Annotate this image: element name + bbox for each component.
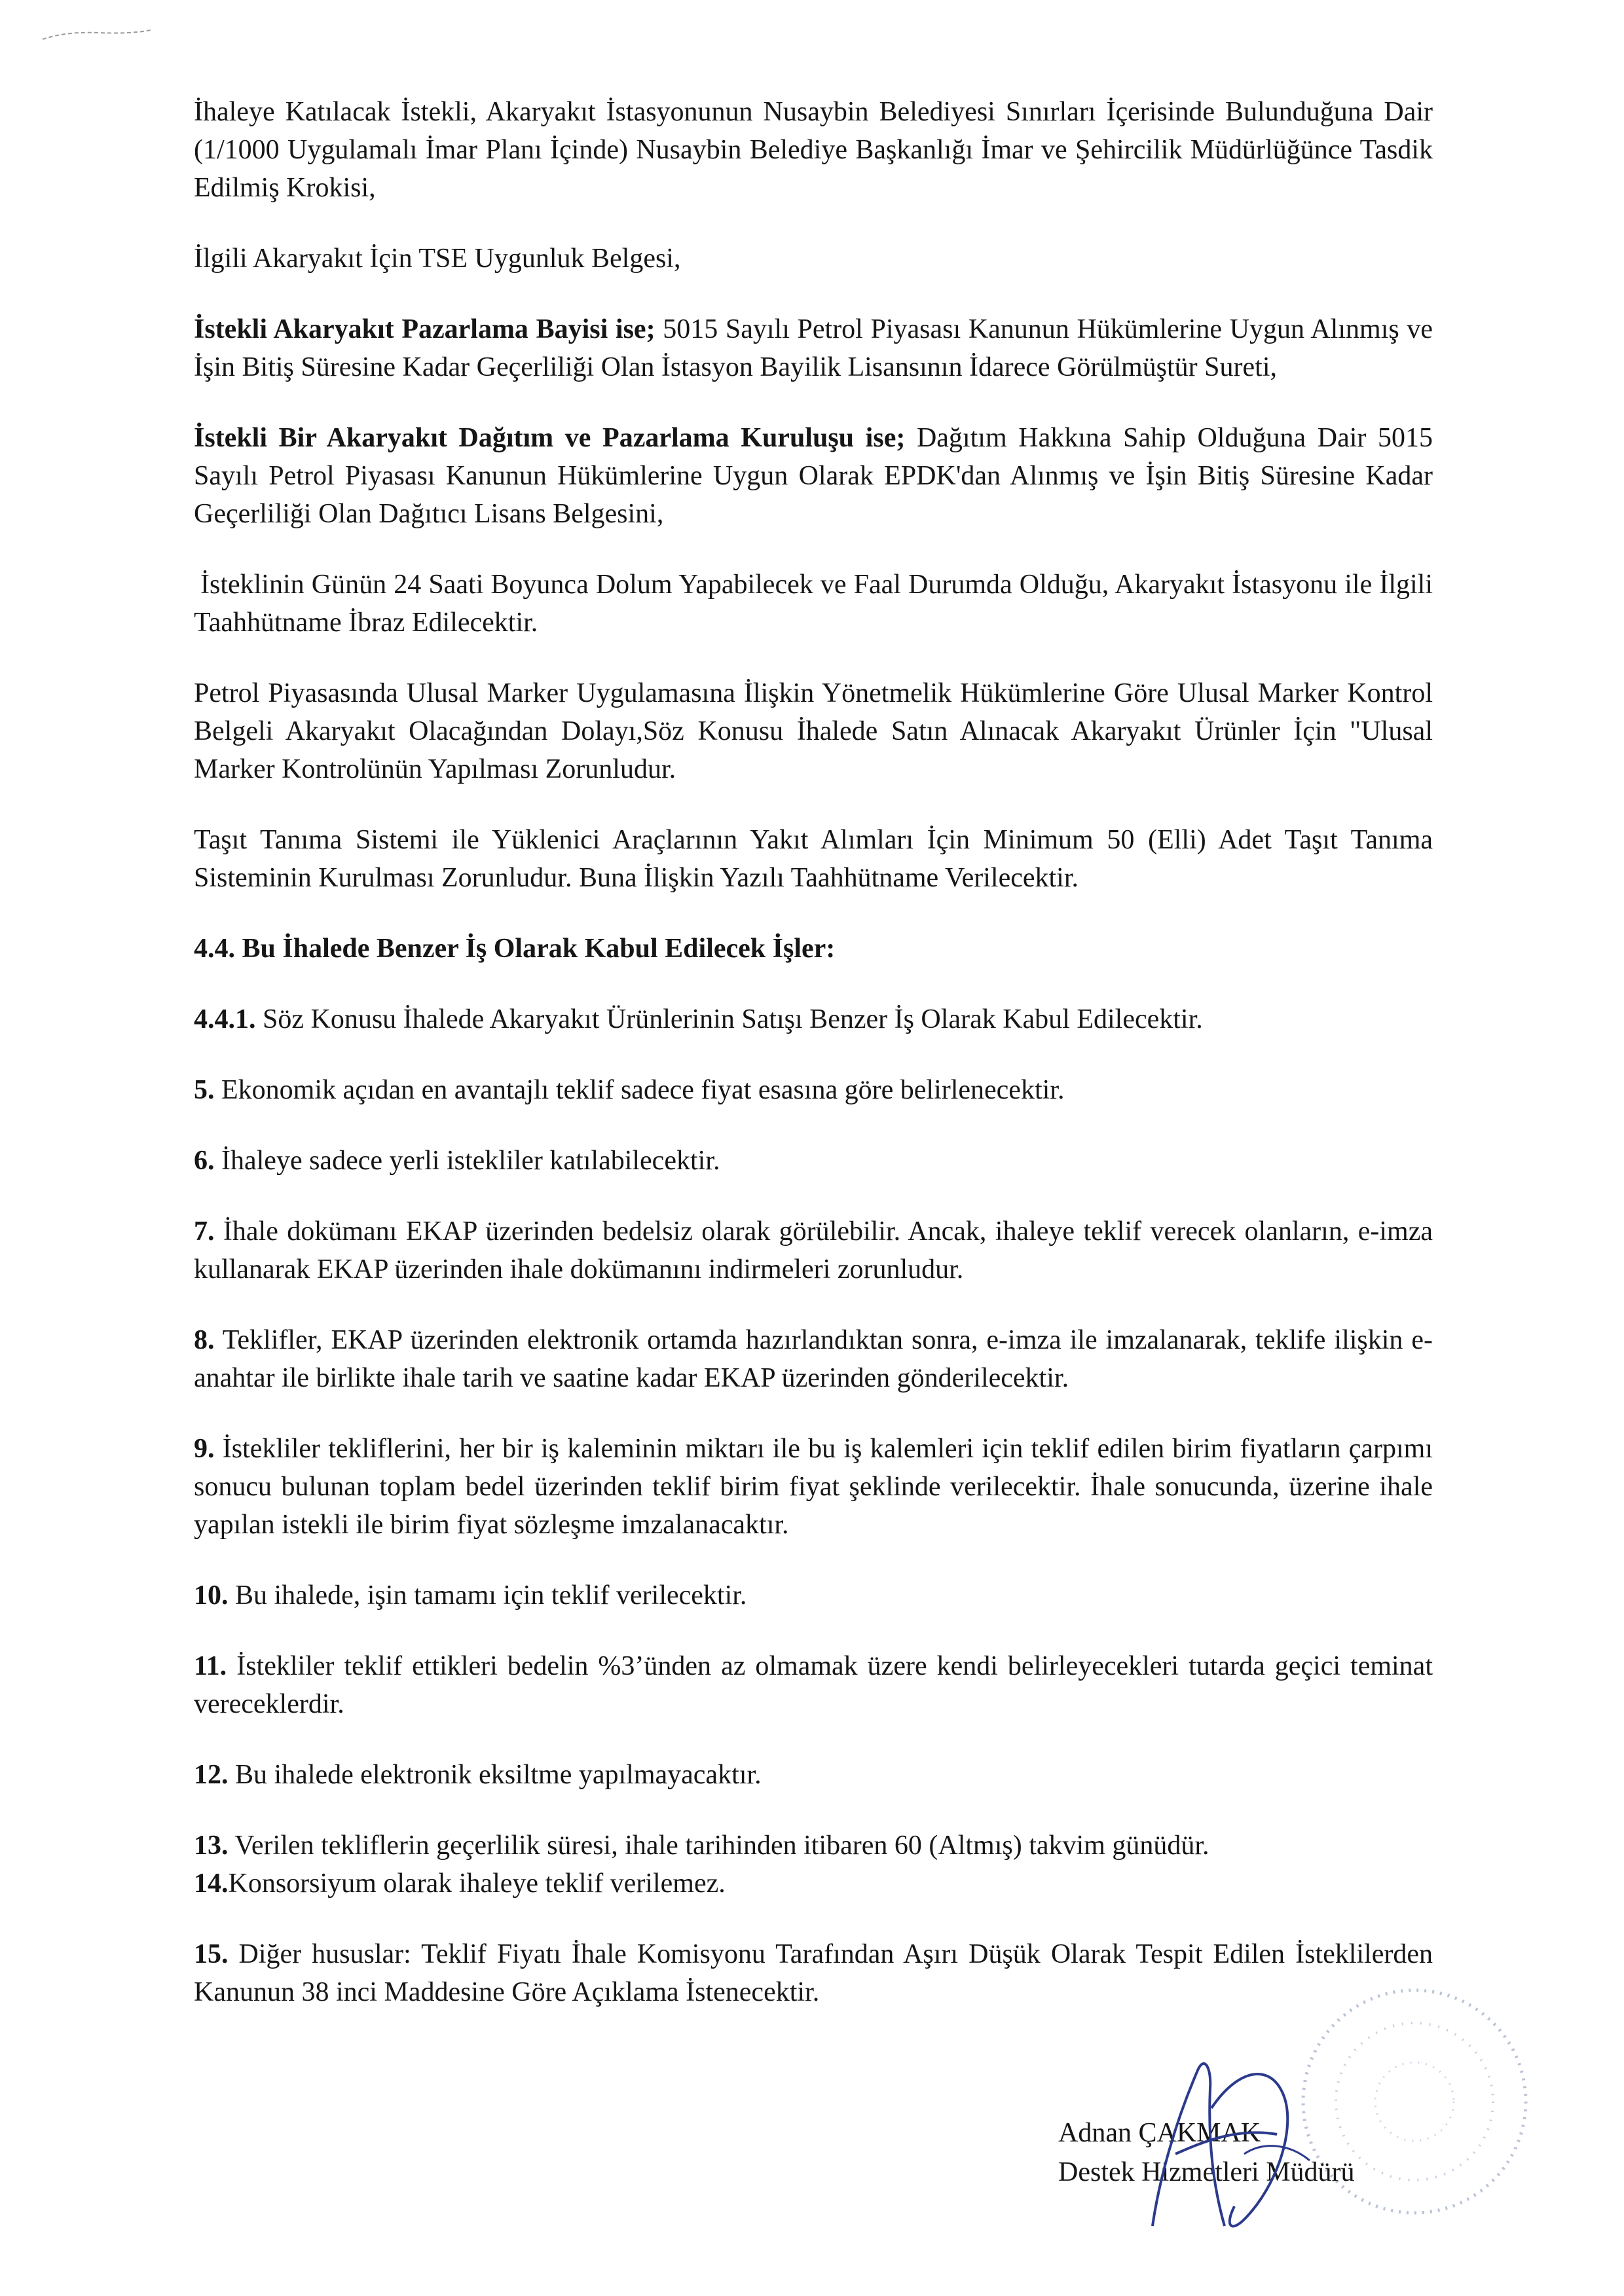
list-item-10: 10. Bu ihalede, işin tamamı için teklif verilecektir. — [194, 1580, 747, 1611]
handwritten-signature-icon — [1113, 2030, 1329, 2246]
paragraph-taahhutname: İsteklinin Günün 24 Saati Boyunca Dolum Yapabilecek ve Faal Durumda Olduğu, Akaryakıt İstasyonu ile İlgili Taahhütname İbraz Edilecektir. — [194, 570, 1433, 638]
item-number: 12. — [194, 1760, 229, 1790]
paragraph-tasit-tanima: Taşıt Tanıma Sistemi ile Yüklenici Araçlarının Yakıt Alımları İçin Minimum 50 (Elli) Adet Taşıt Tanıma Sisteminin Kurulması Zorunludur. Buna İlişkin Yazılı Taahhütname Verilecektir. — [194, 825, 1433, 893]
scan-artifact-mark — [39, 20, 157, 46]
item-number: 4.4.1. — [194, 1004, 256, 1034]
list-item-12: 12. Bu ihalede elektronik eksiltme yapılmayacaktır. — [194, 1760, 762, 1790]
document-body — [194, 93, 1433, 2044]
list-item-6: 6. İhaleye sadece yerli istekliler katılabilecektir. — [194, 1146, 720, 1176]
list-item-9: 9. İstekliler tekliflerini, her bir iş kaleminin miktarı ile bu iş kalemleri için teklif edilen birim fiyatların çarpımı sonucu bulunan toplam bedel üzerinden teklif birim fiyat şeklinde verilecektir. İhale sonucunda, üzerine ihale yapılan istekli ile birim fiyat sözleşme imzalanacaktır. — [194, 1434, 1433, 1540]
list-item-14: 14.Konsorsiyum olarak ihaleye teklif verilemez. — [194, 1868, 726, 1899]
list-item-8: 8. Teklifler, EKAP üzerinden elektronik ortamda hazırlandıktan sonra, e-imza ile imzalanarak, teklife ilişkin e-anahtar ile birlikte ihale tarih ve saatine kadar EKAP üzerinden gönderilecektir. — [194, 1325, 1433, 1393]
item-number: 9. — [194, 1434, 215, 1464]
item-number: 5. — [194, 1075, 215, 1105]
paragraph-tse-belgesi: İlgili Akaryakıt İçin TSE Uygunluk Belgesi, — [194, 244, 681, 274]
paragraph-bold-lead: İstekli Bir Akaryakıt Dağıtım ve Pazarlama Kuruluşu ise; — [194, 423, 906, 453]
item-number: 15. — [194, 1939, 229, 1969]
list-item-4-4-1: 4.4.1. Söz Konusu İhalede Akaryakıt Ürünlerinin Satışı Benzer İş Olarak Kabul Edilecektir. — [194, 1004, 1203, 1034]
signatory-name: Adnan ÇAKMAK — [1058, 2118, 1261, 2148]
list-item-13: 13. Verilen tekliflerin geçerlilik süresi, ihale tarihinden itibaren 60 (Altmış) takvim günüdür. — [194, 1831, 1209, 1861]
signatory-title: Destek Hizmetleri Müdürü — [1058, 2157, 1355, 2187]
item-number: 14. — [194, 1868, 229, 1899]
section-heading-4-4: 4.4. Bu İhalede Benzer İş Olarak Kabul Edilecek İşler: — [194, 934, 836, 964]
paragraph-pazarlama-bayisi: İstekli Akaryakıt Pazarlama Bayisi ise; 5015 Sayılı Petrol Piyasası Kanunun Hükümlerine Uygun Alınmış ve İşin Bitiş Süresine Kadar Geçerliliği Olan İstasyon Bayilik Lisansının İdarece Görülmüştür Sureti, — [194, 314, 1433, 382]
item-number: 8. — [194, 1325, 215, 1355]
list-item-5: 5. Ekonomik açıdan en avantajlı teklif sadece fiyat esasına göre belirlenecektir. — [194, 1075, 1065, 1105]
item-number: 11. — [194, 1651, 227, 1681]
paragraph-ulusal-marker: Petrol Piyasasında Ulusal Marker Uygulamasına İlişkin Yönetmelik Hükümlerine Göre Ulusal Marker Kontrol Belgeli Akaryakıt Olacağından Dolayı,Söz Konusu İhalede Satın Alınacak Akaryakıt Ürünler İçin "Ulusal Marker Kontrolünün Yapılması Zorunludur. — [194, 678, 1433, 784]
item-number: 13. — [194, 1831, 229, 1861]
item-number: 10. — [194, 1580, 229, 1611]
item-number: 6. — [194, 1146, 215, 1176]
item-number: 7. — [194, 1216, 215, 1247]
list-item-7: 7. İhale dokümanı EKAP üzerinden bedelsiz olarak görülebilir. Ancak, ihaleye teklif verecek olanların, e-imza kullanarak EKAP üzerinden ihale dokümanını indirmeleri zorunludur. — [194, 1216, 1433, 1285]
paragraph-dagitim-kurulusu: İstekli Bir Akaryakıt Dağıtım ve Pazarlama Kuruluşu ise; Dağıtım Hakkına Sahip Olduğuna Dair 5015 Sayılı Petrol Piyasası Kanunun Hükümlerine Uygun Olarak EPDK'dan Alınmış ve İşin Bitiş Süresine Kadar Geçerliliği Olan Dağıtıcı Lisans Belgesini, — [194, 423, 1433, 529]
paragraph-bold-lead: İstekli Akaryakıt Pazarlama Bayisi ise; — [194, 314, 655, 344]
paragraph-imar-krokisi: İhaleye Katılacak İstekli, Akaryakıt İstasyonunun Nusaybin Belediyesi Sınırları İçerisinde Bulunduğuna Dair (1/1000 Uygulamalı İmar Planı İçinde) Nusaybin Belediye Başkanlığı İmar ve Şehircilik Müdürlüğünce Tasdik Edilmiş Krokisi, — [194, 97, 1433, 203]
list-item-15: 15. Diğer hususlar: Teklif Fiyatı İhale Komisyonu Tarafından Aşırı Düşük Olarak Tespit Edilen İsteklilerden Kanunun 38 inci Maddesine Göre Açıklama İstenecektir. — [194, 1939, 1433, 2007]
list-item-11: 11. İstekliler teklif ettikleri bedelin %3’ünden az olmamak üzere kendi belirleyecekleri tutarda geçici teminat vereceklerdir. — [194, 1651, 1433, 1719]
